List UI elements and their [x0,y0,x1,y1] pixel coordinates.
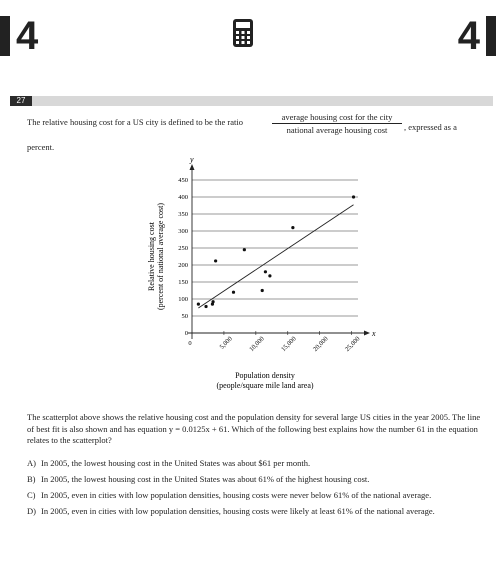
data-point [264,270,267,273]
x-tick-label: 15,000 [280,335,298,354]
y-tick-label: 350 [178,211,188,218]
option-letter: C) [27,490,36,500]
data-point [268,274,271,277]
question-intro: The relative housing cost for a US city is defined to be the ratio [27,117,243,127]
y-tick-label: 450 [178,177,188,184]
option-letter: B) [27,474,36,484]
y-axis-letter: y [190,158,194,164]
question-number: 27 [10,96,32,106]
data-point [197,303,200,306]
x-axis-arrow [364,331,370,336]
y-axis-label-sub: (percent of national average cost) [156,202,165,311]
data-point [204,305,207,308]
x-axis-label: Population density [235,371,295,380]
fraction-denominator: national average housing cost [286,125,388,135]
option-text: In 2005, the lowest housing cost in the United States was about 61% of the highest housing cost. [41,474,370,484]
x-tick-label: 5,000 [218,335,234,351]
y-tick-label: 150 [178,279,188,286]
x-axis-label-sub: (people/square mile land area) [216,381,314,390]
option-d[interactable] [27,506,487,517]
option-a[interactable] [27,458,487,469]
option-letter: A) [27,458,36,468]
fraction-numerator: average housing cost for the city [272,112,402,124]
section-number-right: 4 [457,14,480,58]
y-tick-label: 250 [178,245,188,252]
y-axis-arrow [190,164,195,170]
data-point [243,248,246,251]
data-point [261,289,264,292]
x-tick-label: 25,000 [343,335,362,354]
data-point [352,195,355,198]
ratio-fraction [272,112,402,135]
x-axis-letter: x [372,329,376,338]
y-tick-label: 100 [178,296,188,303]
question-paragraph: The scatterplot above shows the relative housing cost and the population density for several large US cities in the year 2005. The line of best fit is also shown and has equation y = 0.0125x + 61. Which of the following best explains how the number 61 in the equation relates to the scatterplot? [27,412,481,445]
x-tick-label: 10,000 [248,335,266,354]
data-point [214,259,217,262]
question-intro-tail: , expressed as a [404,122,457,132]
question-intro-tail2: percent. [27,142,55,152]
question-bar [10,96,493,106]
best-fit-line [198,205,353,308]
option-c[interactable] [27,490,487,501]
y-tick-label: 300 [178,228,188,235]
x-tick-label: 20,000 [312,335,330,354]
y-tick-label: 0 [184,330,188,337]
section-header [0,10,496,62]
option-letter: D) [27,506,36,516]
data-point [232,291,235,294]
y-tick-label: 400 [178,194,188,201]
data-point [211,300,214,303]
option-text: In 2005, even in cities with low population densities, housing costs were never below 61% of the national average. [41,490,432,500]
right-bar [486,16,496,56]
scatterplot [140,158,380,393]
option-text: In 2005, even in cities with low population densities, housing costs were likely at least 61% of the national average. [41,506,435,516]
left-bar [0,16,10,56]
data-point [291,226,294,229]
option-text: In 2005, the lowest housing cost in the United States was about $61 per month. [41,458,311,468]
origin-label: 0 [188,340,192,347]
option-b[interactable] [27,474,487,485]
calculator-icon [232,18,254,48]
y-axis-label: Relative housing cost [147,222,156,291]
y-tick-label: 200 [178,262,188,269]
y-tick-label: 50 [181,313,188,320]
section-number-left: 4 [16,14,39,58]
